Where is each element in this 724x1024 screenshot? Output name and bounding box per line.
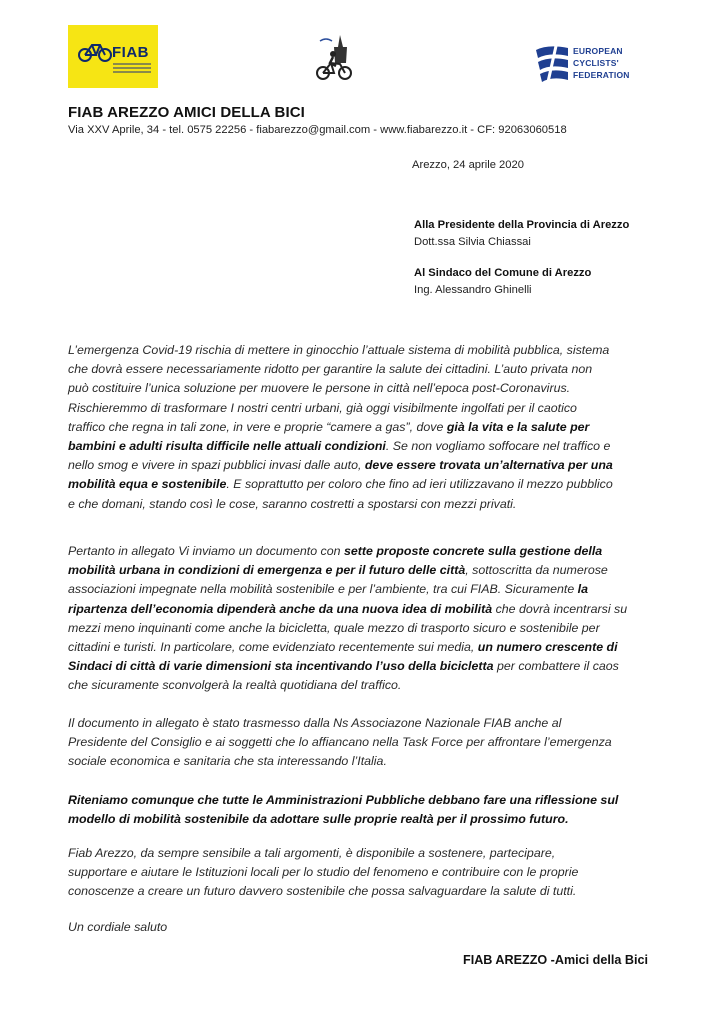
paragraph-line — [68, 561, 668, 580]
bold-text-run: bambini e adulti risulta difficile nelle attuali condizioni — [68, 439, 386, 454]
ecf-logo-line-1: EUROPEAN — [573, 46, 623, 56]
text-run: Presidente del Consiglio e ai soggetti che lo affiancano nella Task Force per affrontare l’emergenza — [68, 735, 612, 750]
text-run: per combattere il caos — [493, 659, 619, 674]
text-run: supportare e aiutare le Istituzioni locali per lo studio del fenomeno e contribuire con le proprie — [68, 865, 579, 880]
fiab-logo-text: FIAB — [112, 44, 149, 61]
fiab-logo-tagline — [113, 63, 151, 65]
text-run: Rischieremmo di trasformare I nostri centri urbani, già oggi visibilmente ingolfati per il caotico — [68, 400, 577, 415]
text-run: Un cordiale saluto — [68, 920, 168, 934]
paragraph-line — [68, 619, 668, 638]
paragraph-line — [68, 542, 668, 561]
paragraph-line — [68, 437, 668, 456]
paragraph-line — [68, 475, 668, 494]
bold-text-run: mobilità equa e sostenibile — [68, 477, 227, 492]
paragraph-line — [68, 676, 668, 695]
bold-text-run: la — [577, 582, 588, 597]
paragraph-line — [68, 657, 668, 676]
text-run: Il documento in allegato è stato trasmesso dalla Ns Associazone Nazionale FIAB anche al — [68, 716, 562, 730]
paragraph-line — [68, 341, 668, 360]
paragraph-line — [68, 791, 668, 810]
text-run: associazioni impegnate nella mobilità sostenibile e per l’ambiente, tra cui FIAB. Sicuramente — [68, 582, 578, 597]
paragraph-2 — [68, 542, 668, 696]
ecf-logo-line-3: FEDERATION — [573, 70, 630, 80]
paragraph-line — [68, 379, 668, 398]
paragraph-line — [68, 399, 668, 418]
bold-text-run: Sindaci di città di varie dimensioni sta incentivando l’uso della bicicletta — [68, 659, 494, 674]
bold-text-run: Riteniamo comunque che tutte le Amministrazioni Pubbliche debbano fare una riflessione sul — [68, 793, 619, 807]
letter-date: Arezzo, 24 aprile 2020 — [412, 159, 524, 171]
text-run: Pertanto in allegato Vi inviamo un documento con — [68, 544, 344, 558]
recipient-2-name: Ing. Alessandro Ghinelli — [414, 284, 532, 296]
ecf-logo-line-2: CYCLISTS' — [573, 58, 619, 68]
text-run: che dovrà essere necessariamente ridotto per garantire la salute dei cittadini. L’auto privata non — [68, 362, 593, 377]
bold-text-run: sette proposte concrete sulla gestione della — [343, 544, 603, 558]
text-run: conoscenze a creare un futuro davvero sostenibile che possa salvaguardare la salute di tutti. — [68, 884, 577, 899]
paragraph-1 — [68, 341, 668, 514]
text-run: L’emergenza Covid-19 rischia di mettere in ginocchio l’attuale sistema di mobilità pubblica, sistema — [68, 343, 610, 357]
organization-address: Via XXV Aprile, 34 - tel. 0575 22256 - fiabarezzo@gmail.com - www.fiabarezzo.it - CF: 92063060518 — [68, 124, 567, 136]
bold-text-run: un numero crescente di — [477, 640, 618, 655]
bold-text-run: deve essere trovata un’alternativa per una — [364, 458, 613, 473]
text-run: traffico che regna in tali zone, in vere e proprie “camere a gas”, dove — [68, 419, 447, 434]
paragraph-line — [68, 418, 668, 437]
paragraph-line — [68, 495, 668, 514]
text-run: può costituire l’unica soluzione per muovere le persone in città nell’epoca post-Coronavirus. — [68, 381, 571, 396]
text-run: . E soprattutto per coloro che fino ad ieri utilizzavano il mezzo pubblico — [226, 477, 613, 492]
paragraph-line — [68, 882, 668, 901]
text-run: sociale economica e sanitaria che sta interessando l’Italia. — [68, 754, 387, 769]
recipient-1-title: Alla Presidente della Provincia di Arezzo — [414, 219, 630, 231]
bold-text-run: modello di mobilità sostenibile da adottare sulle proprie realtà per il prossimo futuro. — [68, 812, 569, 827]
signature: FIAB AREZZO -Amici della Bici — [463, 953, 648, 967]
recipient-2-title: Al Sindaco del Comune di Arezzo — [414, 267, 592, 279]
paragraph-6 — [68, 918, 668, 937]
bicycle-icon — [78, 41, 112, 63]
bold-text-run: ripartenza dell’economia dipenderà anche da una nuova idea di mobilità — [68, 601, 493, 616]
paragraph-line — [68, 918, 668, 937]
paragraph-line — [68, 580, 668, 599]
ecf-emblem-icon — [534, 42, 570, 86]
text-run: mezzi meno inquinanti come anche la bicicletta, quale mezzo di trasporto sicuro e sostenibile per — [68, 620, 600, 635]
text-run: cittadini e turisti. In particolare, come evidenziato recentemente sui media, — [68, 640, 478, 655]
fiab-logo — [68, 25, 158, 88]
bold-text-run: mobilità urbana in condizioni di emergenza e per il futuro delle città — [68, 563, 466, 578]
paragraph-line — [68, 844, 668, 863]
text-run: . Se non vogliamo soffocare nel traffico e — [385, 439, 611, 454]
text-run: Fiab Arezzo, da sempre sensibile a tali argomenti, è disponibile a sostenere, partecipare, — [68, 846, 556, 860]
ecf-logo — [534, 42, 664, 86]
bold-text-run: già la vita e la salute per — [446, 419, 590, 434]
paragraph-line — [68, 714, 668, 733]
paragraph-line — [68, 638, 668, 657]
paragraph-line — [68, 752, 668, 771]
paragraph-line — [68, 600, 668, 619]
cyclist-emblem-icon — [310, 33, 360, 83]
paragraph-5 — [68, 844, 668, 902]
text-run: che sicuramente sconvolgerà la realtà quotidiana del traffico. — [68, 678, 402, 693]
text-run: nello smog e vivere in spazi pubblici invasi dalle auto, — [68, 458, 365, 473]
organization-name: FIAB AREZZO AMICI DELLA BICI — [68, 104, 305, 121]
paragraph-line — [68, 810, 668, 829]
text-run: , sottoscritta da numerose — [465, 563, 608, 578]
paragraph-line — [68, 733, 668, 752]
paragraph-line — [68, 360, 668, 379]
recipient-1-name: Dott.ssa Silvia Chiassai — [414, 236, 531, 248]
text-run: e che domani, stando così le cose, saranno costretti a spostarsi con mezzi privati. — [68, 496, 517, 511]
paragraph-line — [68, 456, 668, 475]
paragraph-4 — [68, 791, 668, 829]
paragraph-3 — [68, 714, 668, 772]
paragraph-line — [68, 863, 668, 882]
text-run: che dovrà incentrarsi su — [492, 601, 628, 616]
